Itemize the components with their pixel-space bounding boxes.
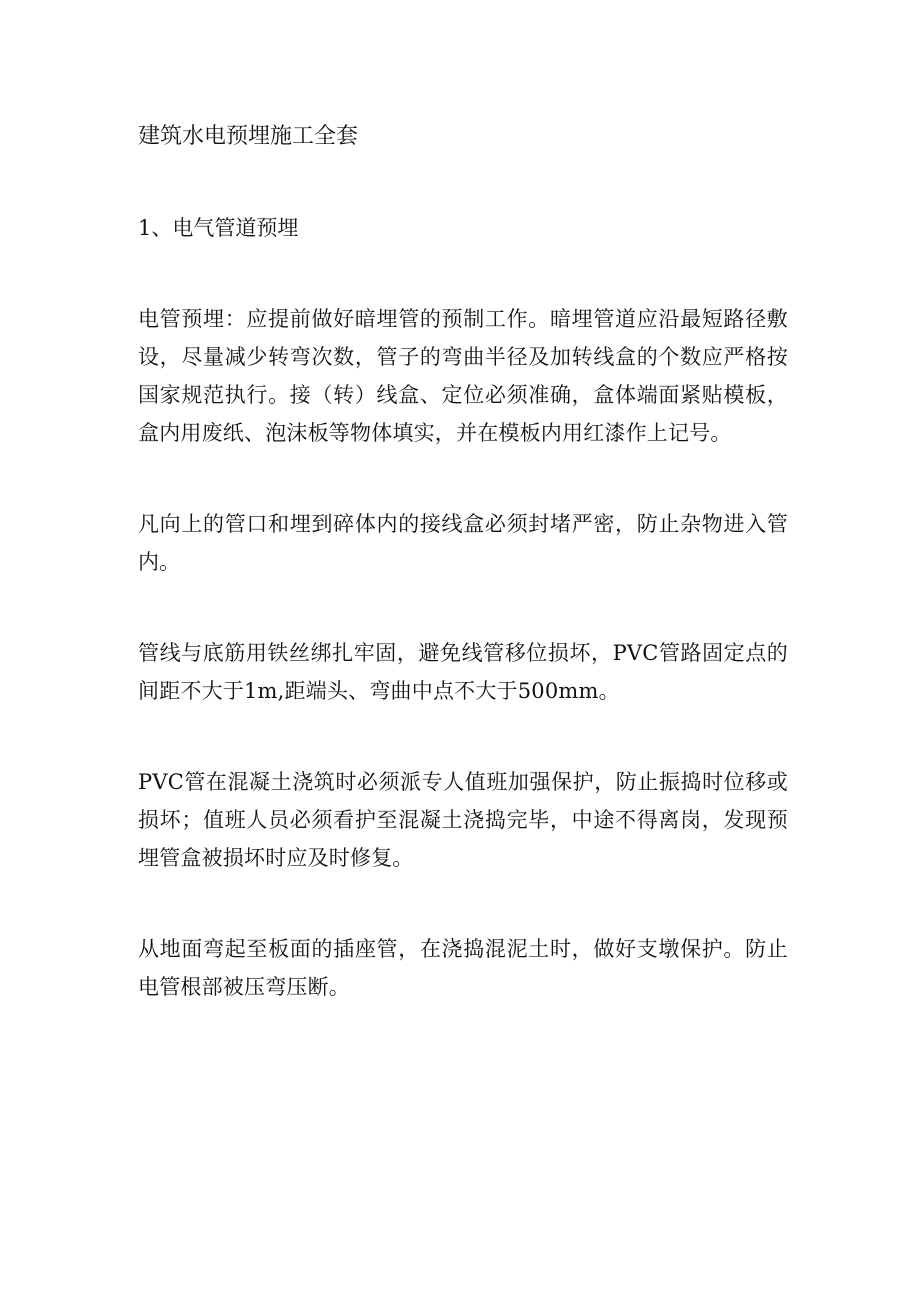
section-heading: 1、电气管道预埋 <box>138 216 299 240</box>
paragraph-pipe-fixing: 管线与底筋用铁丝绑扎牢固，避免线管移位损坏，PVC管路固定点的间距不大于1m,距端头、弯曲中点不大于500mm。 <box>138 641 788 703</box>
paragraph-socket-pipe-protection: 从地面弯起至板面的插座管，在浇捣混泥土时，做好支墩保护。防止电管根部被压弯压断。 <box>138 937 788 999</box>
document-title: 建筑水电预埋施工全套 <box>138 124 359 149</box>
paragraph-pipe-sealing: 凡向上的管口和埋到碎体内的接线盒必须封堵严密，防止杂物进入管内。 <box>138 512 788 574</box>
document-body <box>138 118 788 1006</box>
paragraph-conduit-preembedding: 电管预埋：应提前做好暗埋管的预制工作。暗埋管道应沿最短路径敷设，尽量减少转弯次数，管子的弯曲半径及加转线盒的个数应严格按国家规范执行。接（转）线盒、定位必须准确，盒体端面紧贴模板，盒内用废纸、泡沫板等物体填实，并在模板内用红漆作上记号。 <box>138 307 788 445</box>
paragraph-concrete-pouring: PVC管在混凝土浇筑时必须派专人值班加强保护，防止振捣时位移或损坏；值班人员必须看护至混凝土浇捣完毕，中途不得离岗，发现预埋管盒被损坏时应及时修复。 <box>138 770 788 870</box>
